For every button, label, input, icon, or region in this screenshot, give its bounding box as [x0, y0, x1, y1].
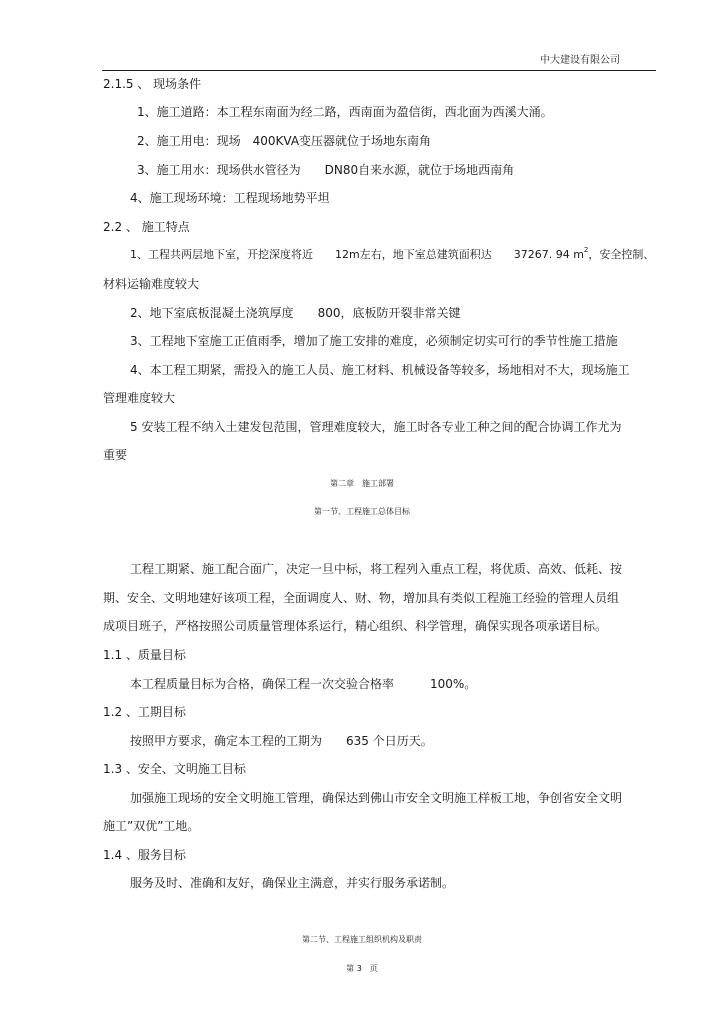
intro-paragraph-line: 工程工期紧、施工配合面广，决定一旦中标，将工程列入重点工程，将优质、高效、低耗、按 — [130, 562, 623, 576]
feature-item — [130, 247, 654, 263]
feature-item: 4、本工程工期紧，需投入的施工人员、施工材料、机械设备等较多，场地相对不大，现场施工 — [130, 363, 630, 377]
feature-item-text: 1、工程共两层地下室，开挖深度将近 12m左右，地下室总建筑面积达 37267. 94 m — [130, 248, 584, 261]
chapter-title: 第二章 施工部署 — [330, 479, 394, 488]
goal-text: 服务及时、准确和友好，确保业主满意，并实行服务承诺制。 — [130, 876, 455, 890]
header-rule — [102, 70, 656, 71]
section-title: 第一节、工程施工总体目标 — [314, 507, 410, 516]
site-condition-item: 1、施工道路：本工程东南面为经二路，西南面为盈信街，西北面为西溪大涌。 — [137, 105, 553, 119]
feature-item-continuation: 材料运输难度较大 — [103, 277, 200, 291]
page-number: 第 3 页 — [346, 964, 378, 973]
intro-paragraph-line: 期、安全、文明地建好该项工程，全面调度人、财、物，增加具有类似工程施工经验的管理人员组 — [103, 591, 620, 605]
site-condition-item: 4、施工现场环境：工程现场地势平坦 — [130, 191, 330, 205]
site-conditions-heading: 2.1.5 、 现场条件 — [103, 77, 202, 91]
feature-item: 2、地下室底板混凝土浇筑厚度 800，底板防开裂非常关键 — [130, 306, 461, 320]
features-heading: 2.2 、 施工特点 — [103, 220, 190, 234]
feature-item-continuation: 管理难度较大 — [103, 391, 176, 405]
goal-text: 本工程质量目标为合格，确保工程一次交验合格率 100%。 — [130, 677, 477, 691]
site-condition-item: 3、施工用水：现场供水管径为 DN80自来水源，就位于场地西南角 — [137, 163, 515, 177]
site-condition-item: 2、施工用电：现场 400KVA变压器就位于场地东南角 — [137, 134, 432, 148]
feature-item: 3、工程地下室施工正值雨季，增加了施工安排的难度，必须制定切实可行的季节性施工措施 — [130, 334, 618, 348]
goal-heading: 1.3 、安全、文明施工目标 — [103, 762, 246, 776]
section-title: 第二节、工程施工组织机构及职责 — [302, 935, 422, 944]
goal-heading: 1.2 、工期目标 — [103, 705, 186, 719]
intro-paragraph-line: 成项目班子，严格按照公司质量管理体系运行，精心组织、科学管理，确保实现各项承诺目标。 — [103, 619, 608, 633]
goal-heading: 1.1 、质量目标 — [103, 648, 186, 662]
goal-text-continuation: 施工”双优”工地。 — [103, 819, 200, 833]
superscript-2: 2 — [583, 246, 589, 254]
goal-heading: 1.4 、服务目标 — [103, 848, 186, 862]
feature-item: 5 安装工程不纳入土建发包范围，管理难度较大，施工时各专业工种之间的配合协调工作尤为 — [130, 420, 622, 434]
feature-item-text: ，安全控制、 — [588, 248, 655, 261]
goal-text: 加强施工现场的安全文明施工管理，确保达到佛山市安全文明施工样板工地，争创省安全文明 — [130, 791, 623, 805]
goal-text: 按照甲方要求，确定本工程的工期为 635 个日历天。 — [130, 734, 433, 748]
feature-item-continuation: 重要 — [103, 448, 128, 462]
company-header: 中大建设有限公司 — [540, 55, 620, 66]
